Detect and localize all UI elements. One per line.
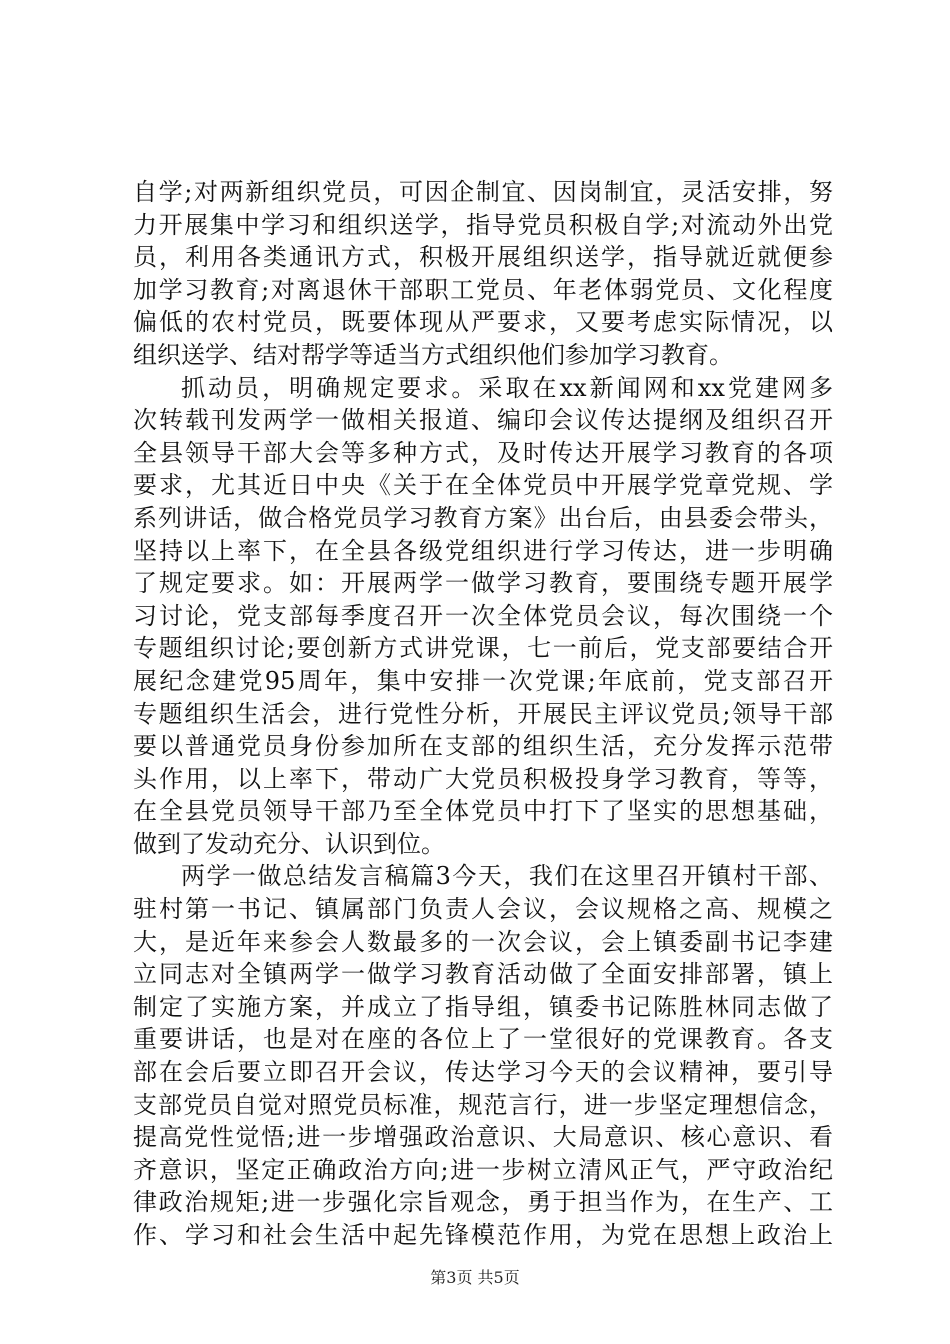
text-line: 全县领导干部大会等多种方式，及时传达开展学习教育的各项 [133, 438, 833, 467]
text-line: 要以普通党员身份参加所在支部的组织生活，充分发挥示范带 [133, 732, 833, 761]
text-line: 展纪念建党95周年，集中安排一次党课;年底前，党支部召开 [133, 666, 833, 695]
text-line: 系列讲话，做合格党员学习教育方案》出台后，由县委会带头， [133, 503, 833, 532]
text-line: 头作用，以上率下，带动广大党员积极投身学习教育，等等， [133, 764, 833, 793]
text-line: 次转载刊发两学一做相关报道、编印会议传达提纲及组织召开 [133, 406, 833, 435]
text-line: 习讨论，党支部每季度召开一次全体党员会议，每次围绕一个 [133, 601, 833, 630]
text-line: 组织送学、结对帮学等适当方式组织他们参加学习教育。 [133, 340, 733, 369]
text-line: 专题组织讨论;要创新方式讲党课，七一前后，党支部要结合开 [133, 634, 833, 663]
text-line: 自学;对两新组织党员，可因企制宜、因岗制宜，灵活安排，努 [133, 178, 833, 206]
text-line: 大，是近年来参会人数最多的一次会议，会上镇委副书记李建 [133, 927, 833, 956]
text-line: 提高党性觉悟;进一步增强政治意识、大局意识、核心意识、看 [133, 1123, 833, 1152]
page-footer: 第3页 共5页 [430, 1268, 520, 1287]
text-line: 员，利用各类通讯方式，积极开展组织送学，指导就近就便参 [133, 243, 833, 272]
body-text [133, 176, 833, 1252]
text-line: 支部党员自觉对照党员标准，规范言行，进一步坚定理想信念， [133, 1090, 833, 1119]
text-line: 力开展集中学习和组织送学，指导党员积极自学;对流动外出党 [133, 210, 833, 239]
text-line: 作、学习和社会生活中起先锋模范作用，为党在思想上政治上 [133, 1221, 833, 1249]
text-line: 重要讲话，也是对在座的各位上了一堂很好的党课教育。各支 [133, 1025, 833, 1054]
text-line: 偏低的农村党员，既要体现从严要求，又要考虑实际情况，以 [133, 308, 833, 337]
text-line: 专题组织生活会，进行党性分析，开展民主评议党员;领导干部 [133, 699, 833, 728]
text-line: 两学一做总结发言稿篇3今天，我们在这里召开镇村干部、 [181, 862, 833, 891]
text-line: 齐意识，坚定正确政治方向;进一步树立清风正气，严守政治纪 [133, 1155, 833, 1184]
text-line: 驻村第一书记、镇属部门负责人会议，会议规格之高、规模之 [133, 895, 833, 924]
text-line: 要求，尤其近日中央《关于在全体党员中开展学党章党规、学 [133, 471, 833, 500]
text-line: 了规定要求。如：开展两学一做学习教育，要围绕专题开展学 [133, 569, 833, 598]
text-line: 制定了实施方案，并成立了指导组，镇委书记陈胜林同志做了 [133, 992, 833, 1021]
text-line: 做到了发动充分、认识到位。 [133, 829, 445, 858]
text-line: 加学习教育;对离退休干部职工党员、年老体弱党员、文化程度 [133, 275, 833, 304]
text-line: 律政治规矩;进一步强化宗旨观念，勇于担当作为，在生产、工 [133, 1188, 833, 1217]
text-line: 抓动员，明确规定要求。采取在xx新闻网和xx党建网多 [181, 373, 833, 402]
text-line: 立同志对全镇两学一做学习教育活动做了全面安排部署，镇上 [133, 960, 833, 989]
text-line: 在全县党员领导干部乃至全体党员中打下了坚实的思想基础， [133, 797, 833, 826]
text-line: 部在会后要立即召开会议，传达学习今天的会议精神，要引导 [133, 1058, 833, 1087]
text-line: 坚持以上率下，在全县各级党组织进行学习传达，进一步明确 [133, 536, 833, 565]
